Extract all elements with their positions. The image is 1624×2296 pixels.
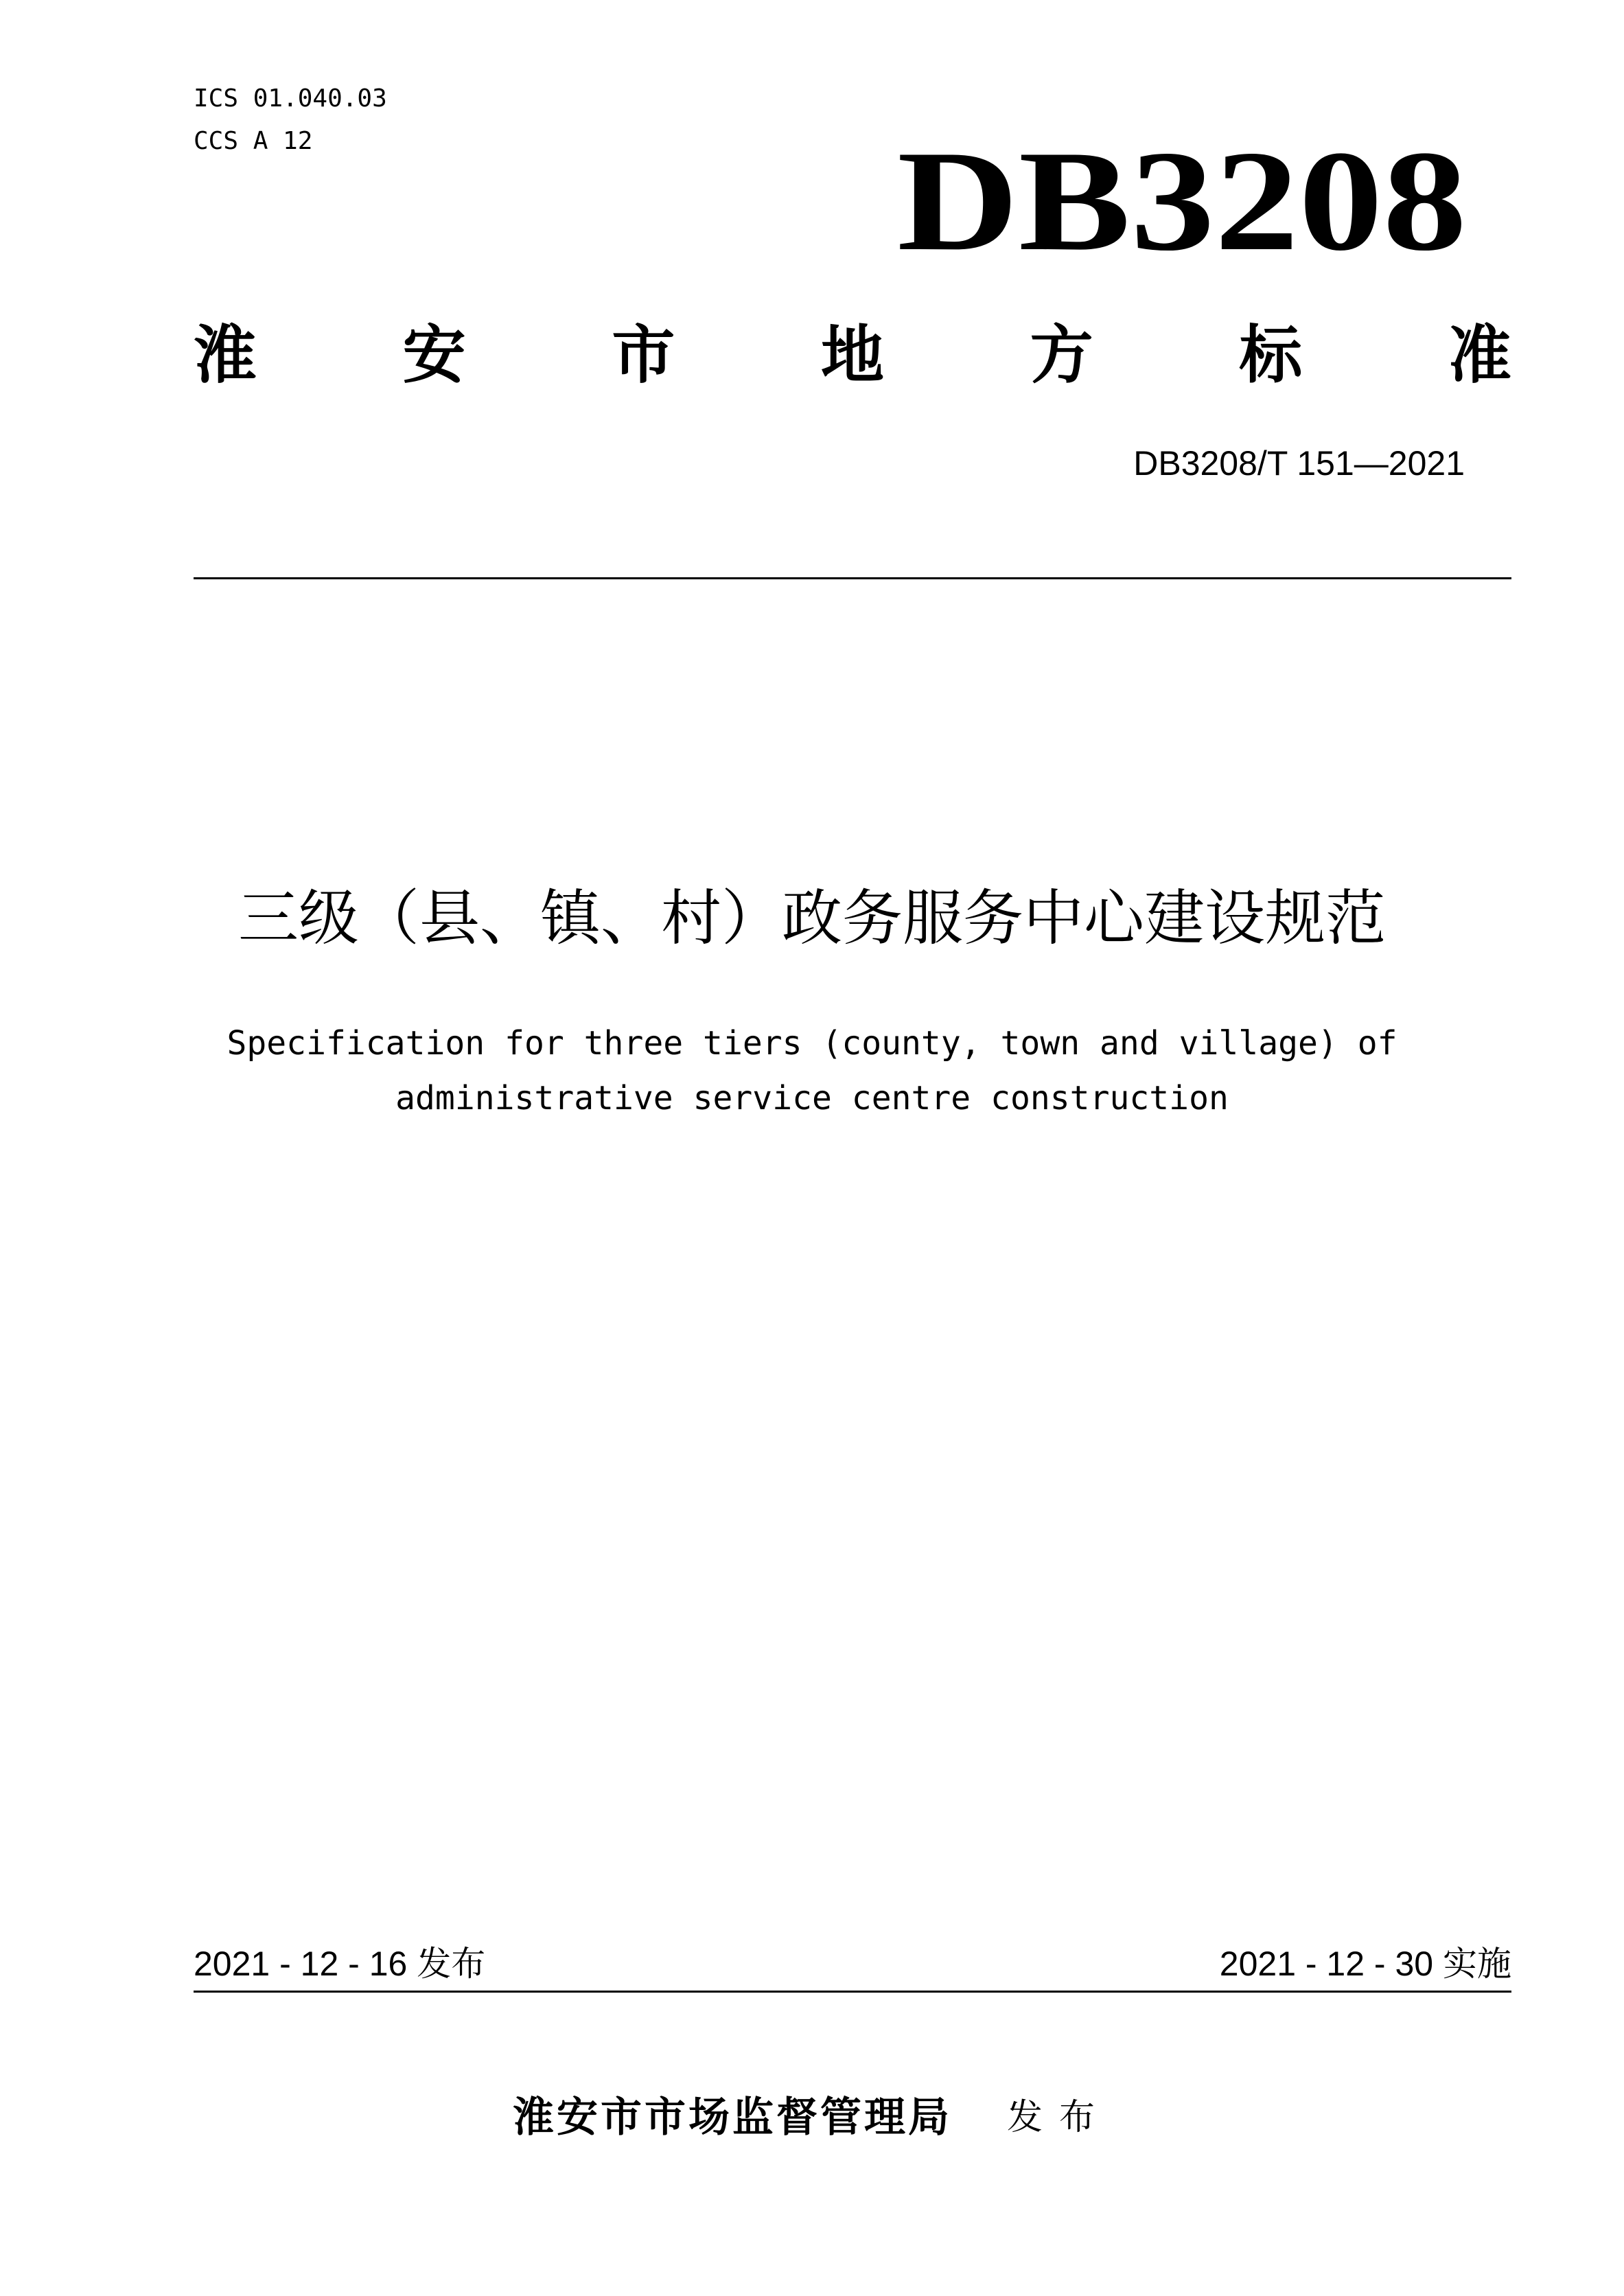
standard-logo: [890, 134, 1474, 271]
footer-divider: [194, 1991, 1511, 1993]
document-title-en: [0, 1016, 1624, 1126]
standard-type-char: 方: [1030, 318, 1093, 392]
issue-date: 2021 - 12 - 16 发布: [194, 1945, 486, 1983]
standard-type: [194, 314, 1511, 397]
header-divider: [194, 577, 1511, 579]
publisher-name: 淮安市市场监督管理局: [512, 2094, 952, 2142]
standard-type-char: 市: [612, 318, 675, 392]
standard-logo-graphic: [890, 134, 1474, 271]
document-title-en-line: Specification for three tiers (county, town and village) of: [227, 1024, 1397, 1063]
standard-type-char: 标: [1239, 318, 1303, 392]
ics-code: ICS 01.040.03: [194, 84, 387, 113]
document-title-en-line: administrative service centre construction: [395, 1079, 1229, 1117]
ccs-code: CCS A 12: [194, 127, 313, 155]
standard-number: DB3208/T 151—2021: [1133, 444, 1465, 483]
standard-type-char: 淮: [194, 318, 257, 392]
publish-label: 发布: [1006, 2097, 1111, 2138]
standard-type-char: 准: [1448, 318, 1511, 392]
standard-type-char: 安: [402, 318, 466, 392]
implementation-date: 2021 - 12 - 30 实施: [1219, 1945, 1511, 1983]
document-title-cn: 三级（县、镇、村）政务服务中心建设规范: [237, 883, 1386, 953]
standard-type-char: 地: [820, 318, 884, 392]
publisher: [0, 2087, 1624, 2148]
standard-logo-text: DB3208: [897, 134, 1467, 271]
